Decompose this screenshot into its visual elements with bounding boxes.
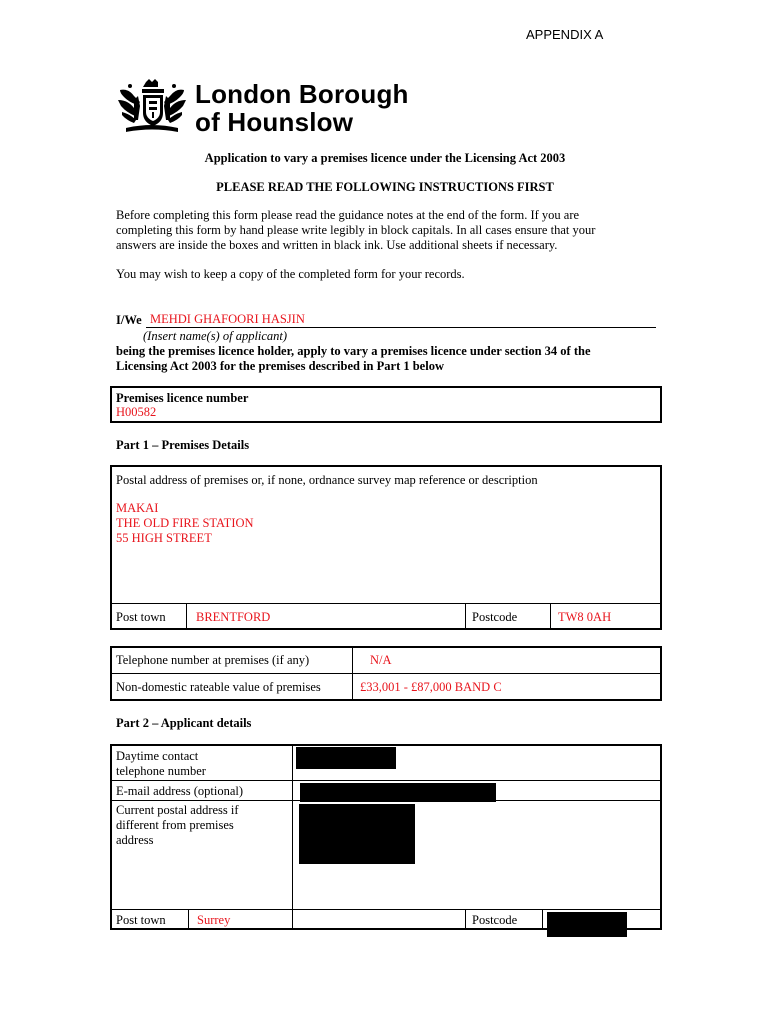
licence-holder-statement	[116, 344, 676, 374]
redacted-phone-field[interactable]	[296, 747, 396, 769]
redacted-postcode-field[interactable]	[547, 912, 627, 937]
label-line: address	[116, 833, 154, 847]
applicant-postcode-label: Postcode	[472, 913, 518, 927]
instructions-heading: PLEASE READ THE FOLLOWING INSTRUCTIONS FIRST	[216, 180, 554, 194]
daytime-phone-label	[116, 749, 206, 779]
post-town-row-divider	[110, 603, 662, 604]
address-label: Postal address of premises or, if none, ordnance survey map reference or description	[116, 473, 538, 487]
premises-address-box	[110, 465, 662, 630]
row-divider	[110, 673, 662, 674]
applicant-post-town-field[interactable]: Surrey	[197, 913, 231, 927]
row-divider	[110, 909, 662, 910]
keep-copy-note: You may wish to keep a copy of the completed form for your records.	[116, 267, 465, 281]
rateable-value-field[interactable]: £33,001 - £87,000 BAND C	[360, 680, 502, 694]
applicant-name-underline	[146, 327, 656, 328]
cell-divider	[542, 909, 543, 930]
current-address-label	[116, 803, 239, 848]
telephone-field[interactable]: N/A	[370, 653, 392, 667]
label-column-divider	[292, 744, 293, 930]
label-line: different from premises	[116, 818, 234, 832]
redacted-address-field[interactable]	[299, 804, 415, 864]
address-line: MAKAI	[116, 501, 159, 515]
post-town-label: Post town	[116, 610, 166, 624]
post-town-field[interactable]: BRENTFORD	[196, 610, 271, 624]
address-line: 55 HIGH STREET	[116, 531, 212, 545]
insert-names-hint: (Insert name(s) of applicant)	[143, 329, 288, 343]
telephone-label: Telephone number at premises (if any)	[116, 653, 310, 667]
org-name-line1: London Borough	[195, 79, 409, 109]
borough-crest-logo	[116, 78, 188, 136]
cell-divider	[352, 646, 353, 701]
postcode-field[interactable]: TW8 0AH	[558, 610, 612, 624]
label-line: Daytime contact	[116, 749, 199, 763]
applicant-name-field[interactable]: MEHDI GHAFOORI HASJIN	[150, 312, 305, 326]
part2-heading: Part 2 – Applicant details	[116, 716, 252, 730]
intro-line: Before completing this form please read the guidance notes at the end of the form. If you are	[116, 208, 580, 222]
premises-address-field[interactable]	[116, 501, 254, 546]
intro-line: completing this form by hand please write legibly in block capitals. In all cases ensure that your	[116, 223, 596, 237]
iwe-label: I/We	[116, 313, 142, 327]
licence-number-label: Premises licence number	[116, 391, 249, 405]
form-title: Application to vary a premises licence under the Licensing Act 2003	[204, 151, 566, 165]
part1-heading: Part 1 – Premises Details	[116, 438, 250, 452]
cell-divider	[550, 603, 551, 630]
redacted-email-field[interactable]	[300, 783, 496, 802]
intro-paragraph	[116, 208, 676, 253]
cell-divider	[186, 603, 187, 630]
org-name-line2: of Hounslow	[195, 107, 354, 137]
applicant-post-town-label: Post town	[116, 913, 166, 927]
postcode-label: Postcode	[472, 610, 518, 624]
label-line: telephone number	[116, 764, 206, 778]
label-line: Current postal address if	[116, 803, 239, 817]
address-line: THE OLD FIRE STATION	[116, 516, 254, 530]
rateable-value-label: Non-domestic rateable value of premises	[116, 680, 321, 694]
intro-line: answers are inside the boxes and written in black ink. Use additional sheets if necessary.	[116, 238, 558, 252]
statement-line: being the premises licence holder, apply to vary a premises licence under section 34 of the	[116, 344, 591, 358]
email-label: E-mail address (optional)	[116, 784, 244, 798]
cell-divider	[465, 909, 466, 930]
appendix-label: APPENDIX A	[526, 27, 604, 42]
row-divider	[110, 780, 662, 781]
statement-line: Licensing Act 2003 for the premises described in Part 1 below	[116, 359, 444, 373]
cell-divider	[465, 603, 466, 630]
licence-number-field[interactable]: H00582	[116, 405, 157, 419]
cell-divider	[188, 909, 189, 930]
